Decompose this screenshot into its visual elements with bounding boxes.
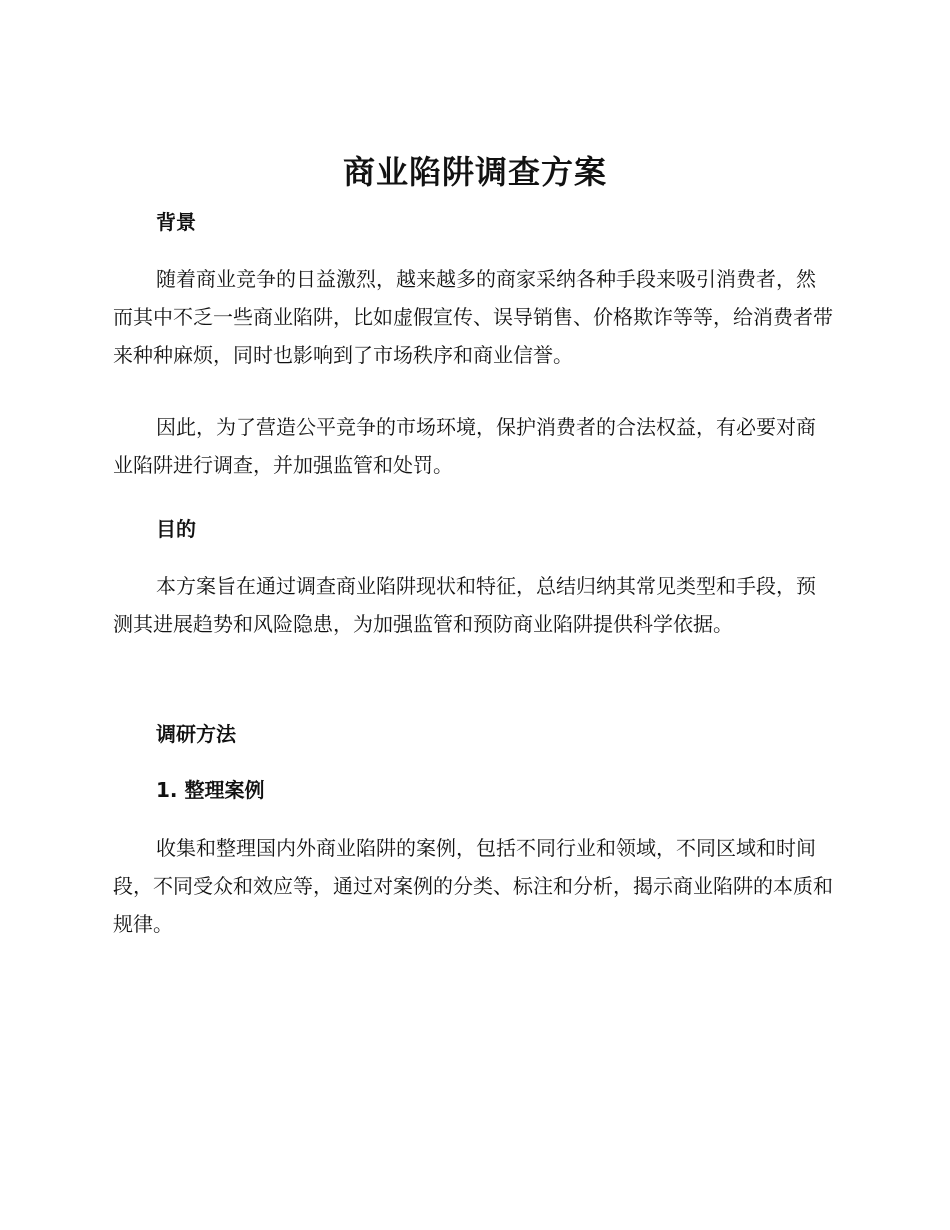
subsection-heading-cases: 1. 整理案例 [156,778,265,802]
paragraph-background-2: 因此，为了营造公平竞争的市场环境，保护消费者的合法权益，有必要对商业陷阱进行调查，并加强监管和处罚。 [113,415,816,477]
paragraph-background-1: 随着商业竞争的日益激烈，越来越多的商家采纳各种手段来吸引消费者，然而其中不乏一些商业陷阱，比如虚假宣传、误导销售、价格欺诈等等，给消费者带来种种麻烦，同时也影响到了市场秩序和商业信誉。 [113,267,833,367]
paragraph-purpose-1: 本方案旨在通过调查商业陷阱现状和特征，总结归纳其常见类型和手段，预测其进展趋势和风险隐患，为加强监管和预防商业陷阱提供科学依据。 [113,574,816,636]
paragraph-cases-1: 收集和整理国内外商业陷阱的案例，包括不同行业和领域，不同区域和时间段，不同受众和效应等，通过对案例的分类、标注和分析，揭示商业陷阱的本质和规律。 [113,836,833,936]
section-heading-background: 背景 [156,210,196,234]
section-heading-method: 调研方法 [156,722,236,746]
section-heading-purpose: 目的 [156,517,196,541]
page-title: 商业陷阱调查方案 [342,153,607,191]
